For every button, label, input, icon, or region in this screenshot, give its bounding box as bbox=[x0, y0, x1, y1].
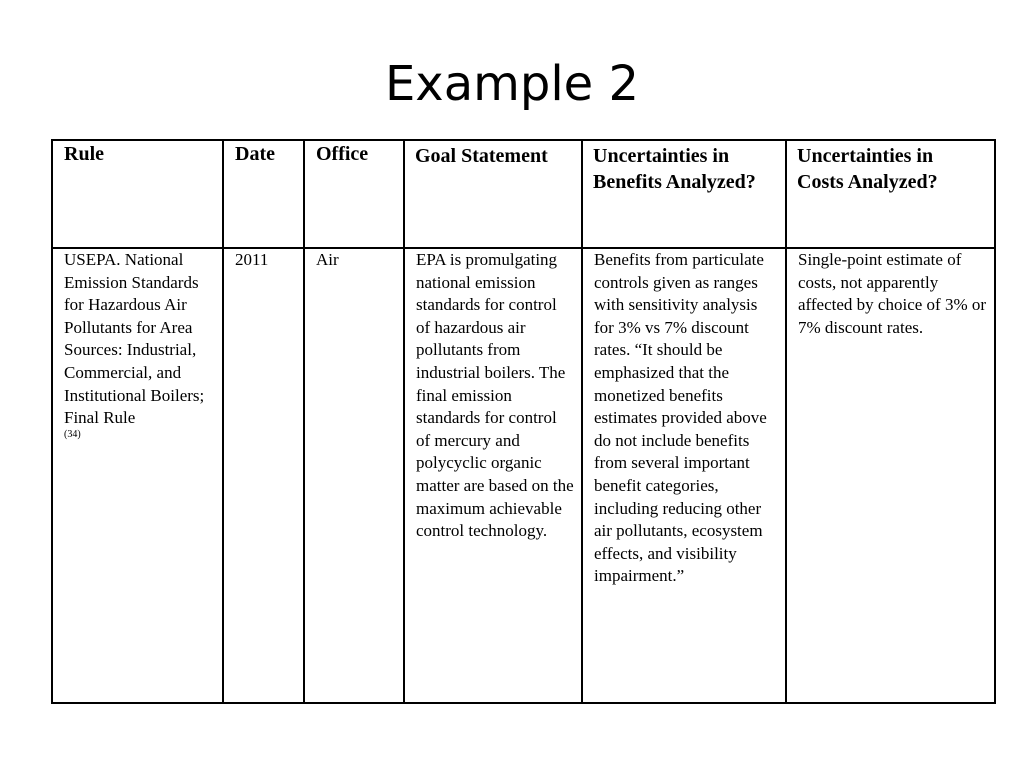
rules-table bbox=[51, 139, 996, 704]
cell-date: 2011 bbox=[223, 248, 304, 703]
cell-rule bbox=[52, 248, 223, 703]
cell-office: Air bbox=[304, 248, 404, 703]
cell-cost-uncertainties: Single-point estimate of costs, not apparently affected by choice of 3% or 7% discount rates. bbox=[786, 248, 995, 703]
table-row bbox=[52, 248, 995, 703]
header-cost-uncertainties: Uncertainties in Costs Analyzed? bbox=[786, 140, 995, 248]
slide-title: Example 2 bbox=[384, 56, 640, 112]
header-benefit-uncertainties: Uncertainties in Benefits Analyzed? bbox=[582, 140, 786, 248]
header-office: Office bbox=[304, 140, 404, 248]
header-rule: Rule bbox=[52, 140, 223, 248]
header-row bbox=[52, 140, 995, 248]
header-date: Date bbox=[223, 140, 304, 248]
rule-text: USEPA. National Emission Standards for Hazardous Air Pollutants for Area Sources: Industrial, Commercial, and Institutional Boilers; Final Rule bbox=[64, 250, 205, 428]
header-goal-statement: Goal Statement bbox=[404, 140, 582, 248]
cell-goal-statement: EPA is promulgating national emission standards for control of hazardous air pollutants from industrial boilers. The final emission standards for control of mercury and polycyclic organic matter are based on the maximum achievable control technology. bbox=[404, 248, 582, 703]
rule-reference: (34) bbox=[64, 428, 81, 440]
cell-benefit-uncertainties: Benefits from particulate controls given as ranges with sensitivity analysis for 3% vs 7% discount rates. “It should be emphasized that the monetized benefits estimates provided above do not include benefits from several important benefit categories, including reducing other air pollutants, ecosystem effects, and visibility impairment.” bbox=[582, 248, 786, 703]
